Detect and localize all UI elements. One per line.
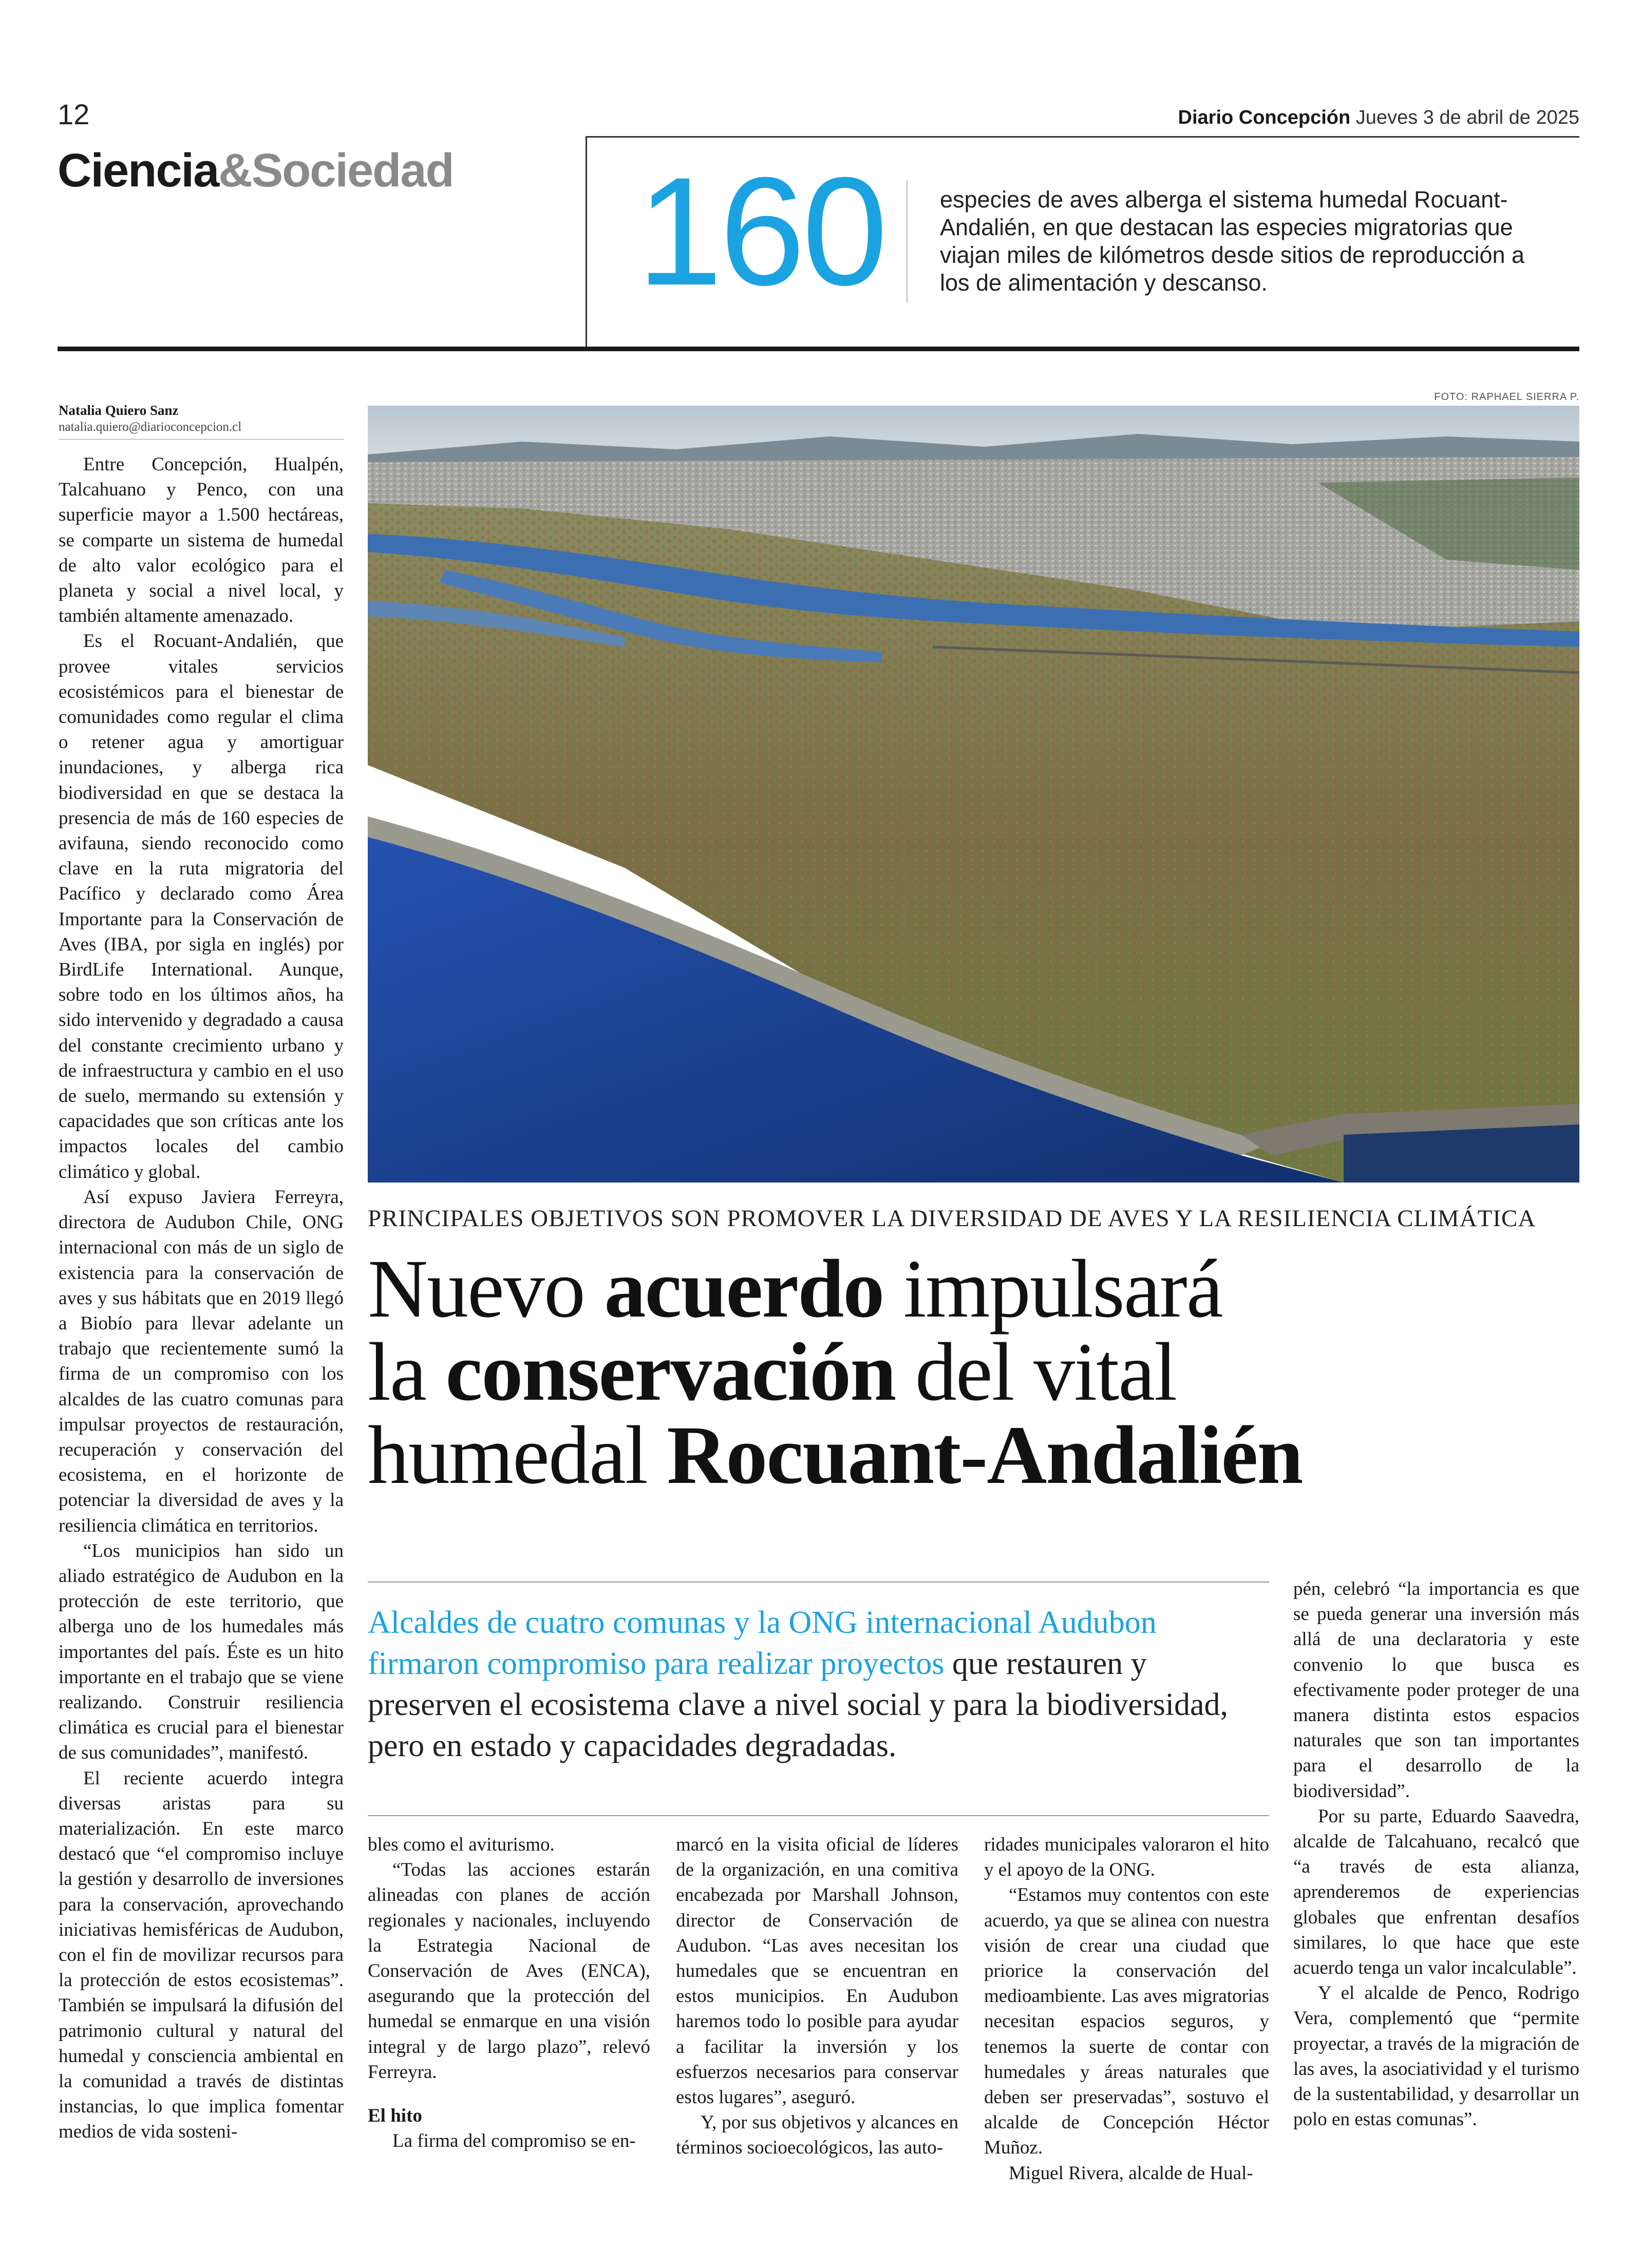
headline-bold-text: conservación [445,1326,896,1418]
headline-text: la [368,1326,446,1418]
paragraph: ridades municipales valoraron el hito y el apoyo de la ONG. [984,1834,1269,1881]
section-title-part2: Sociedad [251,144,454,197]
section-title [58,144,454,198]
section-title-ampersand: & [218,144,252,197]
paragraph: “Todas las acciones estarán alineadas con planes de acción regionales y nacionales, incluyendo la Estrategia Nacional de Conservación de Aves (ENCA), asegurando que la protección del humedal se enmarque en una visión integral y de largo plazo”, relevó Ferreyra. [368,1859,650,2083]
paragraph: bles como el aviturismo. [368,1834,555,1855]
newspaper-name: Diario Concepción [1178,107,1351,128]
article-lede [368,1602,1272,1766]
paragraph: Entre Concepción, Hualpén, Talcahuano y Penco, con una superficie mayor a 1.500 hectáreas, se comparte un sistema de humedal de alto valor ecológico para el planeta y social a nivel local, y también altamente amenazado. [59,454,344,627]
byline-author: Natalia Quiero Sanz [59,403,179,418]
headline-line-1 [368,1243,1580,1335]
paragraph: Y el alcalde de Penco, Rodrigo Vera, complementó que “permite proyectar, a través de la migración de las aves, la asociatividad y el turismo de la sustentabilidad, y desarrollar un polo en estas comunas”. [1293,1983,1579,2130]
paragraph: “Estamos muy contentos con este acuerdo, ya que se alinea con nuestra visión de crear una ciudad que priorice la conservación del medioambiente. Las aves migratorias necesitan espacios seguros, y tenemos la suerte de contar con humedales y áreas naturales que deben ser preservadas”, sostuvo el alcalde de Concepción Héctor Muñoz. [984,1884,1269,2159]
paragraph: Así expuso Javiera Ferreyra, directora de Audubon Chile, ONG internacional con más de un siglo de existencia para la conservación de aves y sus hábitats que en 2019 llegó a Biobío para llevar adelante un trabajo que recientemente sumó la firma de un compromiso con los alcaldes de las cuatro comunas para impulsar proyectos de restauración, recuperación y conservación del ecosistema, en el horizonte de potenciar la diversidad de aves y la resiliencia climática en territorios. [59,1186,344,1536]
paragraph: El reciente acuerdo integra diversas aristas para su materialización. En este marco destacó que “el compromiso incluye la gestión y desarrollo de inversiones para la conservación, aprovechando iniciativas hemisféricas de Audubon, con el fin de movilizar recursos para la protección de estos ecosistemas”. También se impulsará la difusión del patrimonio cultural y natural del humedal y consciencia ambiental en la comunidad a través de distintas instancias, lo que implica fomentar medios de vida sosteni- [59,1767,344,2143]
article-column-1 [59,452,344,2145]
headline-text: impulsará [883,1243,1222,1335]
lede-highlight: Alcaldes de cuatro comunas y la ONG internacional Audubon firmaron compromiso para realizar proyectos [368,1605,1157,1681]
lede-text: que restauren y preserven el ecosistema clave a nivel social y para la biodiversidad, pero en estado y capacidades degradadas. [368,1646,1229,1763]
paragraph: Y, por sus objetivos y alcances en términos socioecológicos, las auto- [676,2112,958,2159]
lede-top-rule [368,1581,1269,1583]
publication-date: Jueves 3 de abril de 2025 [1355,107,1579,128]
paragraph: marcó en la visita oficial de líderes de la organización, en una comitiva encabezada por Marshall Johnson, director de Conservación de Audubon. “Las aves necesitan los humedales que se encuentran en estos municipios. En Audubon haremos todo lo posible para ayudar a facilitar la inversión y los esfuerzos necesarios para conservar estos lugares”, aseguró. [676,1834,958,2108]
section-title-part1: Ciencia [58,144,219,197]
wetland-aerial-photo [368,406,1579,1183]
headline-line-3 [368,1409,1580,1501]
article-column-3 [676,1832,958,2161]
page-number: 12 [58,98,90,130]
header-vertical-rule [586,136,587,347]
stat-caption: especies de aves alberga el sistema humedal Rocuant-Andalién, en que destacan las especies migratorias que viajan miles de kilómetros desde sitios de reproducción a los de alimentación y descanso. [940,186,1525,296]
headline-bold-text: acuerdo [604,1243,884,1335]
header-bottom-rule [58,347,1579,351]
masthead [1178,107,1579,129]
headline-text: Nuevo [368,1243,605,1335]
header-top-rule [586,136,1579,138]
article-subhead: El hito [368,2105,422,2127]
paragraph: pén, celebró “la importancia es que se pueda generar una inversión más allá de una declaratoria y este convenio lo que busca es efectivamente poder proteger de una manera distinta estos espacios naturales que son tan importantes para el desarrollo de la biodiversidad”. [1293,1578,1579,1802]
headline-bold-text: Rocuant-Andalién [667,1409,1303,1501]
article-column-5 [1293,1576,1579,2132]
paragraph: Es el Rocuant-Andalién, que provee vitales servicios ecosistémicos para el bienestar de comunidades como regular el clima o retener agua y amortiguar inundaciones, y alberga rica biodiversidad en que se destaca la presencia de más de 160 especies de avifauna, siendo reconocido como clave en la ruta migratoria del Pacífico y declarado como Área Importante para la Conservación de Aves (IBA, por sigla en inglés) por BirdLife International. Aunque, sobre todo en los últimos años, ha sido intervenido y degradado a causa del constante crecimiento urbano y de infraestructura y cambio en el uso de suelo, mermando su extensión y capacidades que son críticas ante los impactos locales del cambio climático y global. [59,631,344,1183]
body-top-rule [368,1815,1269,1816]
headline-text: del vital [895,1326,1177,1418]
paragraph: La firma del compromiso se en- [392,2130,636,2152]
photo-credit: FOTO: RAPHAEL SIERRA P. [1434,391,1579,403]
headline-text: humedal [368,1409,667,1501]
byline-rule [59,439,344,440]
article-kicker: PRINCIPALES OBJETIVOS SON PROMOVER LA DIVERSIDAD DE AVES Y LA RESILIENCIA CLIMÁTICA [368,1205,1536,1232]
headline-line-2 [368,1326,1580,1418]
paragraph: “Los municipios han sido un aliado estratégico de Audubon en la protección de este territorio, que alberga uno de los humedales más importantes del país. Éste es un hito importante en el trabajo que se viene realizando. Construir resiliencia climática es crucial para el bienestar de sus comunidades”, manifestó. [59,1540,344,1764]
article-column-2 [368,1832,650,2153]
stat-number: 160 [637,145,885,317]
paragraph: Por su parte, Eduardo Saavedra, alcalde de Talcahuano, recalcó que “a través de esta alianza, aprenderemos de experiencias globales que enfrentan desafíos similares, lo que hace que este acuerdo tenga un valor incalculable”. [1293,1805,1579,1979]
article-headline [368,1243,1580,1501]
byline-email[interactable]: natalia.quiero@diarioconcepcion.cl [59,420,242,434]
wetland-aerial-illustration [368,406,1579,1183]
paragraph: Miguel Rivera, alcalde de Hual- [1009,2162,1253,2184]
stat-divider [907,180,908,303]
article-column-4 [984,1832,1269,2186]
